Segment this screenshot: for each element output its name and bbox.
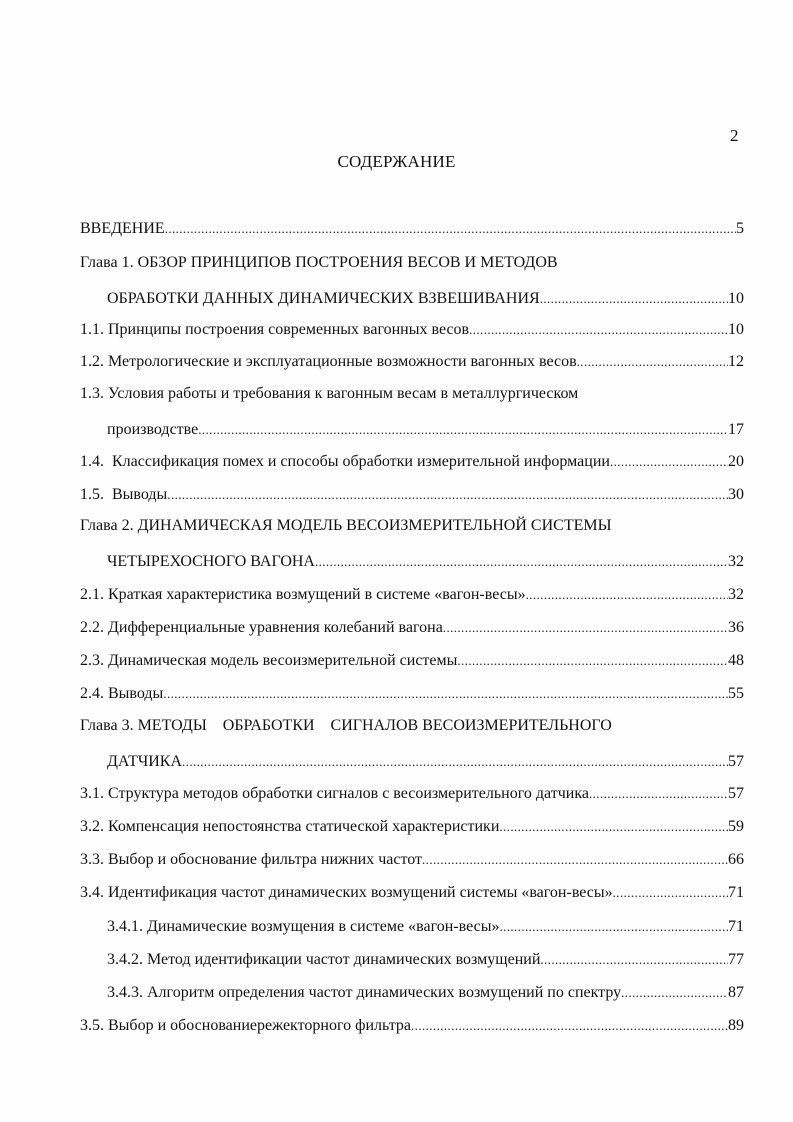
toc-entry-text: 3.5. Выбор и обоснованиережекторного фильтра: [80, 1017, 412, 1034]
toc-page-number: 57: [728, 753, 744, 770]
toc-page-number: 20: [728, 453, 744, 470]
toc-page-number: 77: [728, 951, 744, 968]
toc-page-number: 10: [728, 321, 744, 338]
toc-page-number: 32: [728, 553, 744, 570]
dot-leader: [315, 552, 728, 572]
page-number: 2: [730, 126, 739, 145]
toc-entry-text: 3.4.3. Алгоритм определения частот динамических возмущений по спектру: [107, 984, 622, 1001]
toc-page-number: 12: [728, 353, 744, 370]
dot-leader: [411, 1016, 728, 1036]
chapter-title-line-2: ЧЕТЫРЕХОСНОГО ВАГОНА: [107, 553, 315, 570]
toc-page-number: 36: [728, 619, 744, 636]
toc-page-number: 66: [728, 851, 744, 868]
toc-entry-3-4-2: [107, 950, 744, 970]
toc-entry-3-1: [80, 784, 744, 804]
toc-entry-3-3: [80, 850, 744, 870]
toc-entry-text: 3.4.2. Метод идентификации частот динамических возмущений: [107, 951, 541, 968]
toc-entry-2-2: [80, 618, 744, 638]
page-title: СОДЕРЖАНИЕ: [337, 152, 456, 171]
toc-entry-1-1: [80, 320, 744, 340]
toc-page-number: 10: [728, 290, 744, 307]
dot-leader: [499, 917, 728, 937]
toc-page-number: 57: [728, 785, 744, 802]
dot-leader: [443, 618, 728, 638]
chapter-title-line-1: Глава 3. МЕТОДЫ ОБРАБОТКИ СИГНАЛОВ ВЕСОИЗМЕРИТЕЛЬНОГО: [80, 717, 612, 734]
toc-entry-text: 2.2. Дифференциальные уравнения колебаний вагона: [80, 619, 443, 636]
toc-page-number: 30: [728, 486, 744, 503]
dot-leader: [621, 983, 728, 1003]
toc-entry-text: 2.1. Краткая характеристика возмущений в системе «вагон-весы»: [80, 586, 526, 603]
toc-entry-text: 2.4. Выводы: [80, 685, 164, 702]
toc-page-number: 17: [728, 421, 744, 438]
toc-entry-text: 3.1. Структура методов обработки сигналов с весоизмерительного датчика: [80, 785, 589, 802]
dot-leader: [182, 752, 728, 772]
dot-leader: [499, 817, 728, 837]
toc-entry-text: 1.5. Выводы: [80, 486, 168, 503]
toc-entry-3-4-1: [107, 917, 744, 937]
chapter-title-line-2: ОБРАБОТКИ ДАННЫХ ДИНАМИЧЕСКИХ ВЗВЕШИВАНИЯ: [107, 290, 540, 307]
toc-entry-3-2: [80, 817, 744, 837]
toc-entry-text: 1.2. Метрологические и эксплуатационные возможности вагонных весов: [80, 353, 577, 370]
toc-page-number: 5: [736, 220, 744, 237]
toc-entry-text: 2.3. Динамическая модель весоизмерительной системы: [80, 652, 458, 669]
toc-page-number: 71: [728, 918, 744, 935]
toc-entry-text: 3.2. Компенсация непостоянства статической характеристики: [80, 818, 500, 835]
toc-entry-1-5: [80, 485, 744, 505]
toc-entry-text: 1.1. Принципы построения современных вагонных весов: [80, 321, 470, 338]
toc-page-number: 87: [728, 984, 744, 1001]
dot-leader: [577, 352, 728, 372]
toc-entry-text: 3.3. Выбор и обоснование фильтра нижних частот: [80, 851, 423, 868]
dot-leader: [589, 784, 728, 804]
toc-entry-text: 3.4. Идентификация частот динамических возмущений системы «вагон-весы»: [80, 884, 613, 901]
dot-leader: [167, 485, 728, 505]
toc-entry-1-4: [80, 452, 744, 472]
entry-text-line-2: производстве: [107, 421, 199, 438]
toc-entry-2-4: [80, 684, 744, 704]
dot-leader: [540, 289, 728, 309]
dot-leader: [540, 950, 728, 970]
dot-leader: [610, 452, 728, 472]
toc-page-number: 32: [728, 586, 744, 603]
dot-leader: [165, 219, 736, 239]
chapter-title-line-1: Глава 1. ОБЗОР ПРИНЦИПОВ ПОСТРОЕНИЯ ВЕСОВ И МЕТОДОВ: [80, 254, 558, 271]
dot-leader: [198, 420, 728, 440]
toc-page-number: 89: [728, 1017, 744, 1034]
toc-entry-text: 1.4. Классификация помех и способы обработки измерительной информации: [80, 453, 610, 470]
toc-entry-1-3: [80, 384, 744, 440]
toc-page-number: 59: [728, 818, 744, 835]
dot-leader: [163, 684, 728, 704]
toc-page-number: 55: [728, 685, 744, 702]
toc-entry-2-3: [80, 651, 744, 671]
toc-entry-2-1: [80, 585, 744, 605]
toc-entry-3-4: [80, 883, 744, 903]
toc-entry-3-4-3: [107, 983, 744, 1003]
toc-entry-chapter-1: [80, 253, 744, 309]
toc-entry-3-5: [80, 1016, 744, 1036]
entry-text-line-1: 1.3. Условия работы и требования к вагонным весам в металлургическом: [80, 385, 579, 402]
chapter-title-line-2: ДАТЧИКА: [107, 753, 183, 770]
dot-leader: [457, 651, 728, 671]
toc-entry-1-2: [80, 352, 744, 372]
chapter-title-line-1: Глава 2. ДИНАМИЧЕСКАЯ МОДЕЛЬ ВЕСОИЗМЕРИТЕЛЬНОЙ СИСТЕМЫ: [80, 517, 612, 534]
dot-leader: [613, 883, 728, 903]
toc-entry-text: 3.4.1. Динамические возмущения в системе «вагон-весы»: [107, 918, 500, 935]
dot-leader: [526, 585, 728, 605]
toc-entry-introduction: [80, 219, 744, 239]
dot-leader: [469, 320, 728, 340]
toc-entry-chapter-3: [80, 716, 744, 772]
dot-leader: [422, 850, 728, 870]
toc-entry-text: ВВЕДЕНИЕ: [80, 220, 165, 237]
toc-entry-chapter-2: [80, 516, 744, 572]
toc-page-number: 71: [728, 884, 744, 901]
toc-page-number: 48: [728, 652, 744, 669]
